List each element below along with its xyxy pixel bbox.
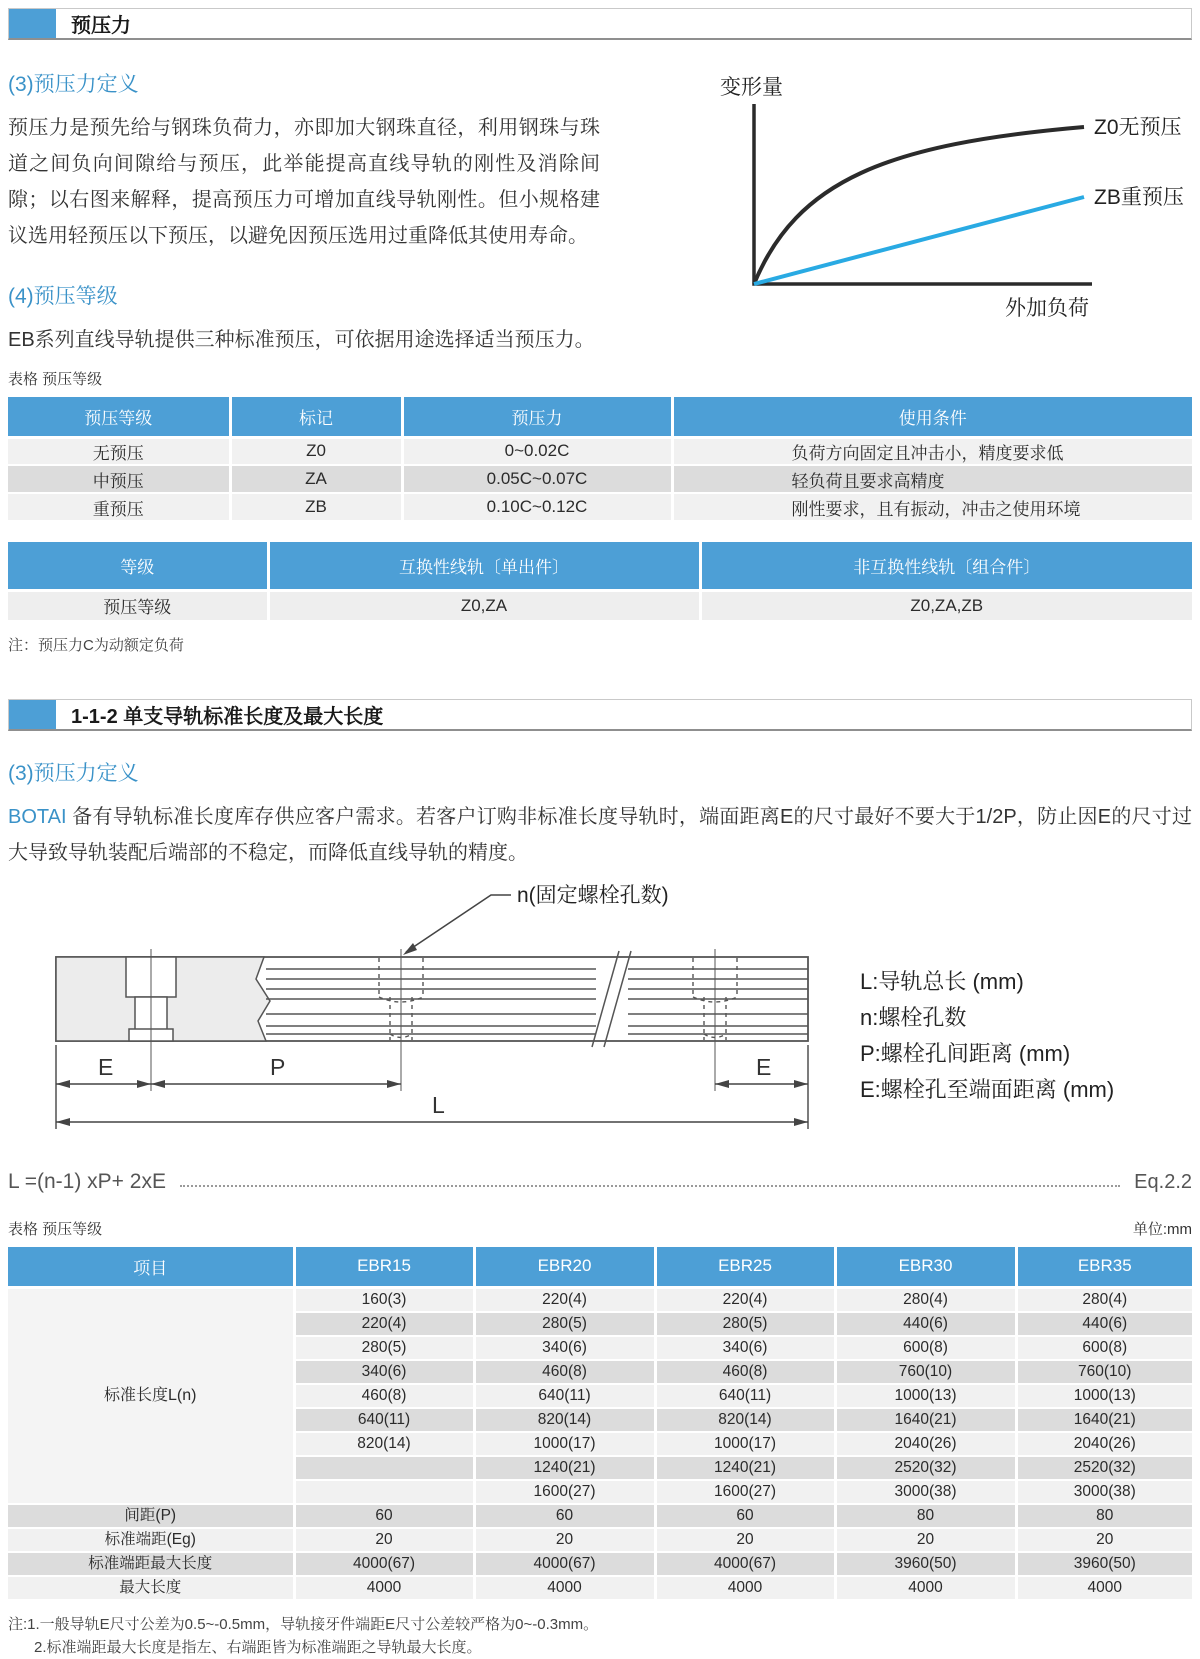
- dim-label-p: P: [270, 1054, 286, 1080]
- col-header: EBR30: [835, 1247, 1016, 1287]
- cell: 220(4): [474, 1287, 655, 1312]
- col-header: 标记: [230, 397, 402, 437]
- diagram-legend: [860, 969, 1114, 1102]
- cell: 220(4): [655, 1287, 835, 1312]
- col-header: 项目: [8, 1247, 294, 1287]
- table-row: [8, 493, 1192, 521]
- cell: 3960(50): [835, 1552, 1016, 1576]
- legend-line-e: E:螺栓孔至端面距离 (mm): [860, 1077, 1115, 1102]
- table-row: [8, 1528, 1192, 1552]
- cell: 4000: [294, 1576, 474, 1600]
- row-label: 间距(P): [8, 1504, 294, 1528]
- col-header: 使用条件: [672, 397, 1192, 437]
- table3-caption: 表格 预压等级: [8, 1221, 103, 1238]
- table3-notes: [8, 1613, 1192, 1659]
- legend-line-n: n:螺栓孔数: [860, 1005, 967, 1030]
- cell: Z0,ZA,ZB: [700, 590, 1192, 621]
- cell: 640(11): [655, 1384, 835, 1408]
- callout-label: n(固定螺栓孔数): [517, 884, 669, 907]
- preload-chart: [712, 68, 1192, 358]
- cell: 460(8): [655, 1360, 835, 1384]
- cell: 4000(67): [655, 1552, 835, 1576]
- legend-line-p: P:螺栓孔间距离 (mm): [860, 1041, 1071, 1066]
- dim-label-l: L: [432, 1092, 445, 1118]
- cell: 20: [1016, 1528, 1192, 1552]
- cell: 0~0.02C: [402, 437, 672, 465]
- chart-curve-z0: [754, 127, 1084, 284]
- cell: 负荷方向固定且冲击小，精度要求低: [672, 437, 1192, 465]
- cell: 640(11): [294, 1408, 474, 1432]
- row-label: 标准端距最大长度: [8, 1552, 294, 1576]
- table2-note: 注：预压力C为动额定负荷: [8, 637, 184, 654]
- chart-series-label-z0: Z0无预压: [1094, 116, 1182, 139]
- cell: 0.10C~0.12C: [402, 493, 672, 521]
- table1-caption: 表格 预压等级: [8, 371, 103, 388]
- blue-square-marker: [9, 9, 56, 38]
- intro-section: [8, 68, 1192, 358]
- bolt-hole-count-callout: [403, 884, 669, 955]
- table-row: [8, 465, 1192, 493]
- rail-break-marks: [592, 951, 631, 1047]
- cell: 2040(26): [835, 1432, 1016, 1456]
- dim-label-e-left: E: [98, 1054, 114, 1080]
- cell: 1000(13): [835, 1384, 1016, 1408]
- col-header: 互换性线轨〔单出件〕: [268, 542, 700, 590]
- cell: 预压等级: [8, 590, 268, 621]
- preload-grade-paragraph: EB系列直线导轨提供三种标准预压，可依据用途选择适当预压力。: [8, 329, 595, 351]
- dotted-leader: [180, 1185, 1120, 1187]
- cell: 460(8): [474, 1360, 655, 1384]
- row-label: 最大长度: [8, 1576, 294, 1600]
- dimension-l: [56, 1118, 808, 1126]
- cell: 600(8): [1016, 1336, 1192, 1360]
- cell: 1000(17): [474, 1432, 655, 1456]
- deformation-load-chart: [712, 72, 1192, 322]
- cell: [294, 1480, 474, 1504]
- cell: 60: [474, 1504, 655, 1528]
- section2-title-bar: [8, 699, 1192, 731]
- cell: 1600(27): [655, 1480, 835, 1504]
- cell: 820(14): [474, 1408, 655, 1432]
- section2-paragraph-text: 备有导轨标准长度库存供应客户需求。若客户订购非标准长度导轨时，端面距离E的尺寸最好不要大于1/2P，防止因E的尺寸过大导致导轨装配后端部的不稳定，而降低直线导轨的精度。: [8, 806, 1192, 864]
- cell: ZA: [230, 465, 402, 493]
- cell: 600(8): [835, 1336, 1016, 1360]
- cell: 重预压: [8, 493, 230, 521]
- section1-title-bar: [8, 8, 1192, 40]
- cell: 440(6): [1016, 1312, 1192, 1336]
- rail-dimension-diagram: [8, 879, 1192, 1147]
- cell: Z0: [230, 437, 402, 465]
- note-line-2: 2.标准端距最大长度是指左、右端距皆为标准端距之导轨最大长度。: [34, 1638, 482, 1656]
- table-row: [8, 1552, 1192, 1576]
- table-row: [8, 437, 1192, 465]
- chart-series-label-zb: ZB重预压: [1094, 186, 1184, 209]
- col-header: 预压力: [402, 397, 672, 437]
- cell: 4000: [835, 1576, 1016, 1600]
- cell: 2520(32): [1016, 1456, 1192, 1480]
- preload-definition-paragraph: 预压力是预先给与钢珠负荷力，亦即加大钢珠直径，利用钢珠与珠道之间负向间隙给与预压，此举能提高直线导轨的刚性及消除间隙；以右图来解释，提高预压力可增加直线导轨刚性。但小规格建议选用轻预压以下预压，以避免因预压选用过重降低其使用寿命。: [8, 117, 600, 247]
- standard-length-table: [8, 1247, 1192, 1601]
- cell: 760(10): [835, 1360, 1016, 1384]
- cell: 80: [1016, 1504, 1192, 1528]
- cell: 820(14): [294, 1432, 474, 1456]
- cell: ZB: [230, 493, 402, 521]
- col-header: EBR15: [294, 1247, 474, 1287]
- cell: 20: [835, 1528, 1016, 1552]
- chart-y-axis-label: 变形量: [720, 76, 783, 99]
- cell: 280(5): [294, 1336, 474, 1360]
- cell: 460(8): [294, 1384, 474, 1408]
- brand-name: BOTAI: [8, 806, 67, 828]
- note-line-1: 注:1.一般导轨E尺寸公差为0.5~-0.5mm，导轨接牙件端距E尺寸公差较严格为0~-0.3mm。: [8, 1615, 599, 1633]
- cell: 280(5): [655, 1312, 835, 1336]
- col-header: 等级: [8, 542, 268, 590]
- preload-grade-heading: (4)预压等级: [8, 285, 118, 308]
- col-header: 预压等级: [8, 397, 230, 437]
- cell: 1640(21): [835, 1408, 1016, 1432]
- row-label: 标准端距(Eg): [8, 1528, 294, 1552]
- cell: 340(6): [294, 1360, 474, 1384]
- chart-x-axis-label: 外加负荷: [1005, 297, 1089, 320]
- interchangeable-rail-table: [8, 542, 1192, 622]
- legend-line-l: L:导轨总长 (mm): [860, 969, 1024, 994]
- cell: 20: [655, 1528, 835, 1552]
- table-header-row: [8, 1247, 1192, 1287]
- cell: 60: [294, 1504, 474, 1528]
- table1-caption-row: [8, 368, 1192, 389]
- cell: 280(4): [1016, 1287, 1192, 1312]
- cell: 220(4): [294, 1312, 474, 1336]
- preload-grade-table: [8, 397, 1192, 522]
- col-header: EBR35: [1016, 1247, 1192, 1287]
- table3-unit: 单位:mm: [1132, 1221, 1192, 1238]
- section1-title: 预压力: [71, 15, 131, 37]
- cell: 280(5): [474, 1312, 655, 1336]
- cell: 1240(21): [474, 1456, 655, 1480]
- blue-square-marker: [9, 700, 56, 729]
- cell: 80: [835, 1504, 1016, 1528]
- table-row: [8, 1287, 1192, 1312]
- cell: 中预压: [8, 465, 230, 493]
- cell: 2040(26): [1016, 1432, 1192, 1456]
- cell: 640(11): [474, 1384, 655, 1408]
- cell: 440(6): [835, 1312, 1016, 1336]
- cell: 4000: [474, 1576, 655, 1600]
- cell: 160(3): [294, 1287, 474, 1312]
- cell: 1240(21): [655, 1456, 835, 1480]
- intro-text-column: [8, 68, 620, 358]
- cell: 760(10): [1016, 1360, 1192, 1384]
- cell: 60: [655, 1504, 835, 1528]
- cell: Z0,ZA: [268, 590, 700, 621]
- cell: 4000: [655, 1576, 835, 1600]
- cell: 无预压: [8, 437, 230, 465]
- cell: 1000(17): [655, 1432, 835, 1456]
- table-row: [8, 1576, 1192, 1600]
- cell: 1000(13): [1016, 1384, 1192, 1408]
- table-header-row: [8, 542, 1192, 590]
- table-header-row: [8, 397, 1192, 437]
- preload-definition-heading: (3)预压力定义: [8, 73, 139, 96]
- cell: 280(4): [835, 1287, 1016, 1312]
- cell: 轻负荷且要求高精度: [672, 465, 1192, 493]
- cell: 340(6): [474, 1336, 655, 1360]
- cell: 3000(38): [835, 1480, 1016, 1504]
- cell: 3960(50): [1016, 1552, 1192, 1576]
- cell: 1600(27): [474, 1480, 655, 1504]
- cell: 4000(67): [294, 1552, 474, 1576]
- group-label-standard-length: 标准长度L(n): [8, 1287, 294, 1504]
- col-header: EBR25: [655, 1247, 835, 1287]
- cell: 820(14): [655, 1408, 835, 1432]
- cell: 0.05C~0.07C: [402, 465, 672, 493]
- section2-title: 1-1-2 单支导轨标准长度及最大长度: [71, 706, 384, 728]
- col-header: EBR20: [474, 1247, 655, 1287]
- table-row: [8, 1504, 1192, 1528]
- length-formula-row: [8, 1170, 1192, 1194]
- cell: 刚性要求，且有振动，冲击之使用环境: [672, 493, 1192, 521]
- table-row: [8, 590, 1192, 621]
- cell: 20: [294, 1528, 474, 1552]
- section2-definition-heading: (3)预压力定义: [8, 762, 139, 785]
- cell: 20: [474, 1528, 655, 1552]
- cell: 1640(21): [1016, 1408, 1192, 1432]
- cell: 340(6): [655, 1336, 835, 1360]
- cell: 3000(38): [1016, 1480, 1192, 1504]
- col-header: 非互换性线轨〔组合件〕: [700, 542, 1192, 590]
- cell: 2520(32): [835, 1456, 1016, 1480]
- section2-paragraph: [8, 799, 1192, 871]
- cell: [294, 1456, 474, 1480]
- cell: 4000(67): [474, 1552, 655, 1576]
- cell: 4000: [1016, 1576, 1192, 1600]
- dim-label-e-right: E: [756, 1054, 772, 1080]
- table3-caption-row: [8, 1218, 1192, 1239]
- equation-number: Eq.2.2: [1134, 1170, 1192, 1193]
- length-formula: L =(n-1) xP+ 2xE: [8, 1170, 166, 1193]
